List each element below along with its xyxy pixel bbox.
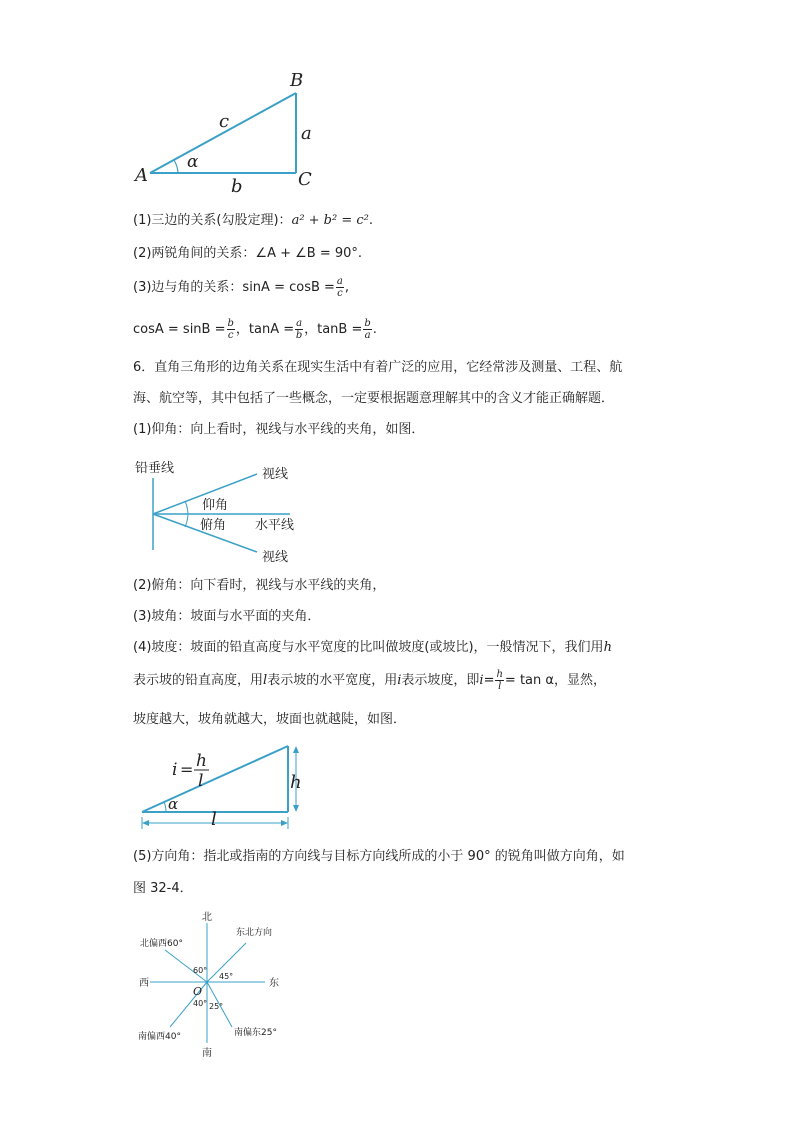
height-arrow-top: [293, 746, 299, 753]
item-slope-angle: (3)坡角：坡面与水平面的夹角．: [133, 609, 321, 624]
vertex-a-label: A: [135, 165, 148, 186]
north-west-60-label: 北偏西60°: [140, 939, 183, 949]
slope-eq-label: =: [180, 760, 194, 779]
length-label: l: [211, 809, 217, 830]
south-west-40-label: 南偏西40°: [138, 1032, 181, 1042]
vertex-b-label: B: [290, 70, 304, 91]
item-gradient-line-2: [133, 668, 606, 694]
tan-a-expr: ，tanA =: [235, 322, 295, 337]
fraction-num: a: [296, 318, 303, 329]
fraction-den: c: [337, 288, 343, 299]
gradient-equals: =: [483, 673, 495, 688]
relation-sides-end: .: [368, 213, 374, 228]
elevation-label: 仰角: [202, 498, 229, 513]
fraction-den: l: [498, 681, 502, 692]
slope-num-label: h: [196, 751, 207, 771]
right-triangle-figure: [0, 0, 794, 200]
fraction-num: a: [336, 276, 343, 287]
side-a-label: a: [301, 123, 312, 144]
fraction-den: b: [295, 330, 303, 341]
fraction-h-over-l: [495, 669, 503, 692]
slope-figure: [0, 738, 794, 838]
relation-trig-ratios: [133, 317, 377, 343]
item-depression-angle: (2)俯角：向下看时，视线与水平线的夹角，: [133, 578, 386, 593]
relation-sides: [133, 212, 373, 230]
angle-25-label: 25°: [209, 1002, 224, 1011]
symbol-i-2: i: [479, 673, 484, 688]
fraction-den: a: [364, 330, 371, 341]
item-direction-angle-line-1: (5)方向角：指北或指南的方向线与目标方向线所成的小于 90° 的锐角叫做方向角，如: [133, 849, 625, 864]
angle-40-label: 40°: [193, 999, 208, 1008]
east-label: 东: [269, 978, 279, 989]
elevation-arc: [185, 501, 188, 514]
relation-side-angle-text: (3)边与角的关系：: [133, 280, 243, 295]
paragraph-6-line-1: 6．直角三角形的边角关系在现实生活中有着广泛的应用，它经常涉及测量、工程、航: [133, 360, 623, 375]
angle-arc: [174, 160, 178, 173]
slope-angle-label: α: [168, 795, 179, 813]
item-direction-angle-line-2: 图 32-4．: [133, 881, 193, 896]
slope-den-label: l: [198, 771, 204, 791]
sight-down-label: 视线: [262, 550, 289, 565]
gradient-text-1: (4)坡度：坡面的铅直高度与水平宽度的比叫做坡度(或坡比)，一般情况下，我们用: [133, 640, 604, 655]
relation-side-angle: [133, 275, 349, 301]
angle-label: α: [187, 152, 199, 172]
relation-trig-end: .: [372, 322, 377, 337]
sin-a-expr: sinA = cosB =: [242, 280, 335, 295]
item-elevation-angle: (1)仰角：向上看时，视线与水平线的夹角，如图．: [133, 422, 425, 437]
angle-60-label: 60°: [193, 966, 208, 975]
relation-angles: [133, 245, 362, 263]
fraction-a-over-b: [295, 318, 303, 341]
item-gradient-line-3: 坡度越大，坡角就越大，坡面也就越陡，如图．: [133, 712, 407, 727]
relation-sides-text: (1)三边的关系(勾股定理)：: [133, 213, 292, 228]
slope-angle-arc: [164, 802, 166, 812]
fraction-num: h: [496, 669, 503, 680]
length-arrow-right: [281, 820, 288, 826]
angle-sum-formula: ∠A + ∠B = 90°: [255, 246, 358, 261]
height-label: h: [290, 772, 302, 793]
direction-angle-figure: [0, 905, 794, 1065]
pythagoras-formula: a² + b² = c²: [291, 213, 369, 228]
length-arrow-left: [142, 820, 149, 826]
item-gradient-line-1: [133, 639, 612, 657]
side-c-label: c: [219, 111, 230, 132]
fraction-a-over-c: [336, 276, 344, 299]
fraction-b-over-c: [227, 318, 235, 341]
horizontal-label: 水平线: [255, 518, 295, 533]
symbol-i: i: [397, 673, 402, 688]
depression-label: 俯角: [200, 518, 227, 533]
gradient-text-2b: 表示坡的水平宽度，用: [267, 673, 398, 688]
fraction-num: b: [364, 318, 371, 329]
symbol-l: l: [263, 673, 268, 688]
symbol-h: h: [603, 640, 612, 655]
relation-side-angle-end: ,: [344, 280, 350, 295]
gradient-text-2c: 表示坡度，即: [401, 673, 480, 688]
gradient-text-2a: 表示坡的铅直高度，用: [133, 673, 264, 688]
relation-angles-text: (2)两锐角间的关系：: [133, 246, 256, 261]
relation-angles-end: .: [357, 246, 363, 261]
fraction-num: b: [227, 318, 234, 329]
fraction-b-over-a: [363, 318, 371, 341]
plumb-line-label: 铅垂线: [135, 461, 175, 476]
vertex-c-label: C: [298, 169, 312, 190]
side-b-label: b: [231, 176, 243, 197]
south-label: 南: [202, 1048, 212, 1059]
gradient-text-2d: = tan α，显然，: [504, 673, 606, 688]
south-east-25-label: 南偏东25°: [234, 1028, 277, 1038]
slope-i-label: i: [172, 760, 178, 780]
northeast-direction-label: 东北方向: [236, 928, 273, 938]
cos-a-expr: cosA = sinB =: [133, 322, 226, 337]
fraction-den: c: [227, 330, 234, 341]
north-label: 北: [202, 912, 212, 923]
elevation-depression-figure: [0, 452, 794, 572]
height-arrow-bottom: [293, 805, 299, 812]
origin-label: O: [193, 985, 203, 998]
sight-up-label: 视线: [262, 467, 289, 482]
depression-arc: [185, 514, 188, 527]
tan-b-expr: ，tanB =: [304, 322, 363, 337]
hypotenuse-c: [150, 93, 296, 173]
west-label: 西: [139, 978, 149, 989]
paragraph-6-line-2: 海、航空等，其中包括了一些概念，一定要根据题意理解其中的含义才能正确解题．: [133, 391, 615, 406]
angle-45-label: 45°: [219, 972, 234, 981]
